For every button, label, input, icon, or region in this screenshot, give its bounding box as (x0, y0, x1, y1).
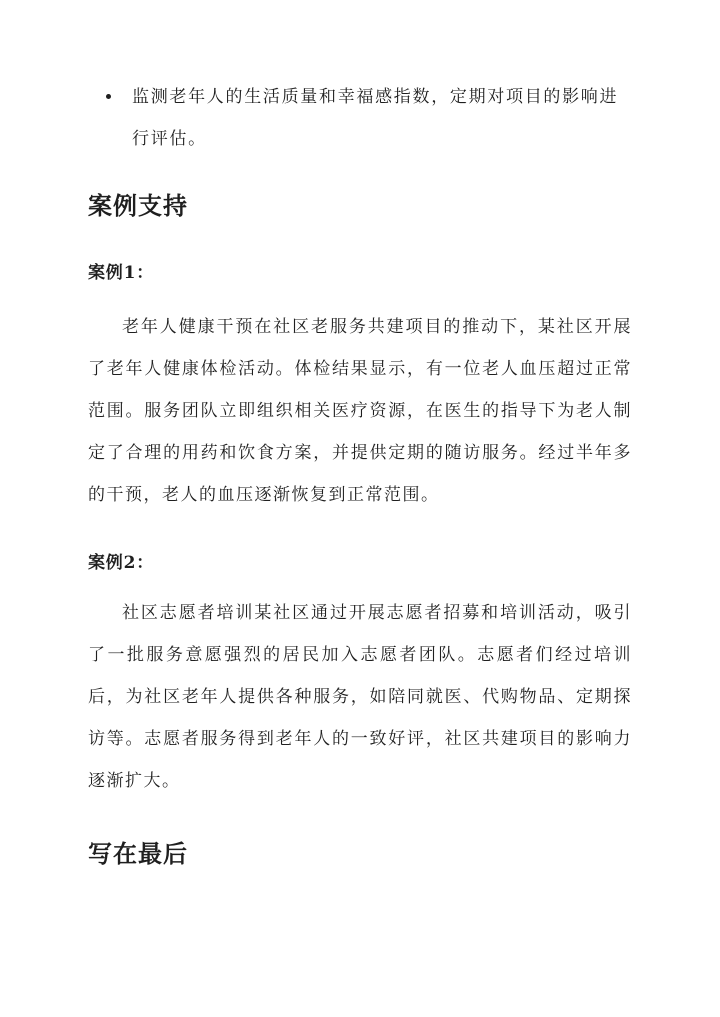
section-heading-final: 写在最后 (88, 839, 188, 868)
section-heading-case-support: 案例支持 (88, 191, 188, 220)
case2-paragraph: 社区志愿者培训某社区通过开展志愿者招募和培训活动，吸引了一批服务意愿强烈的居民加入志愿者团队。志愿者们经过培训后，为社区老年人提供各种服务，如陪同就医、代购物品、定期探访等。志愿者服务得到老年人的一致好评，社区共建项目的影响力逐渐扩大。 (88, 603, 632, 791)
case2-heading: 案例2： (88, 553, 155, 573)
case1-paragraph: 老年人健康干预在社区老服务共建项目的推动下，某社区开展了老年人健康体检活动。体检结果显示，有一位老人血压超过正常范围。服务团队立即组织相关医疗资源，在医生的指导下为老人制定了合理的用药和饮食方案，并提供定期的随访服务。经过半年多的干预，老人的血压逐渐恢复到正常范围。 (88, 317, 632, 505)
bullet-text: 监测老年人的生活质量和幸福感指数，定期对项目的影响进行评估。 (132, 87, 619, 149)
bullet-dot-icon (106, 94, 111, 99)
case1-heading: 案例1： (88, 263, 155, 283)
bullet-list-item (108, 86, 628, 177)
